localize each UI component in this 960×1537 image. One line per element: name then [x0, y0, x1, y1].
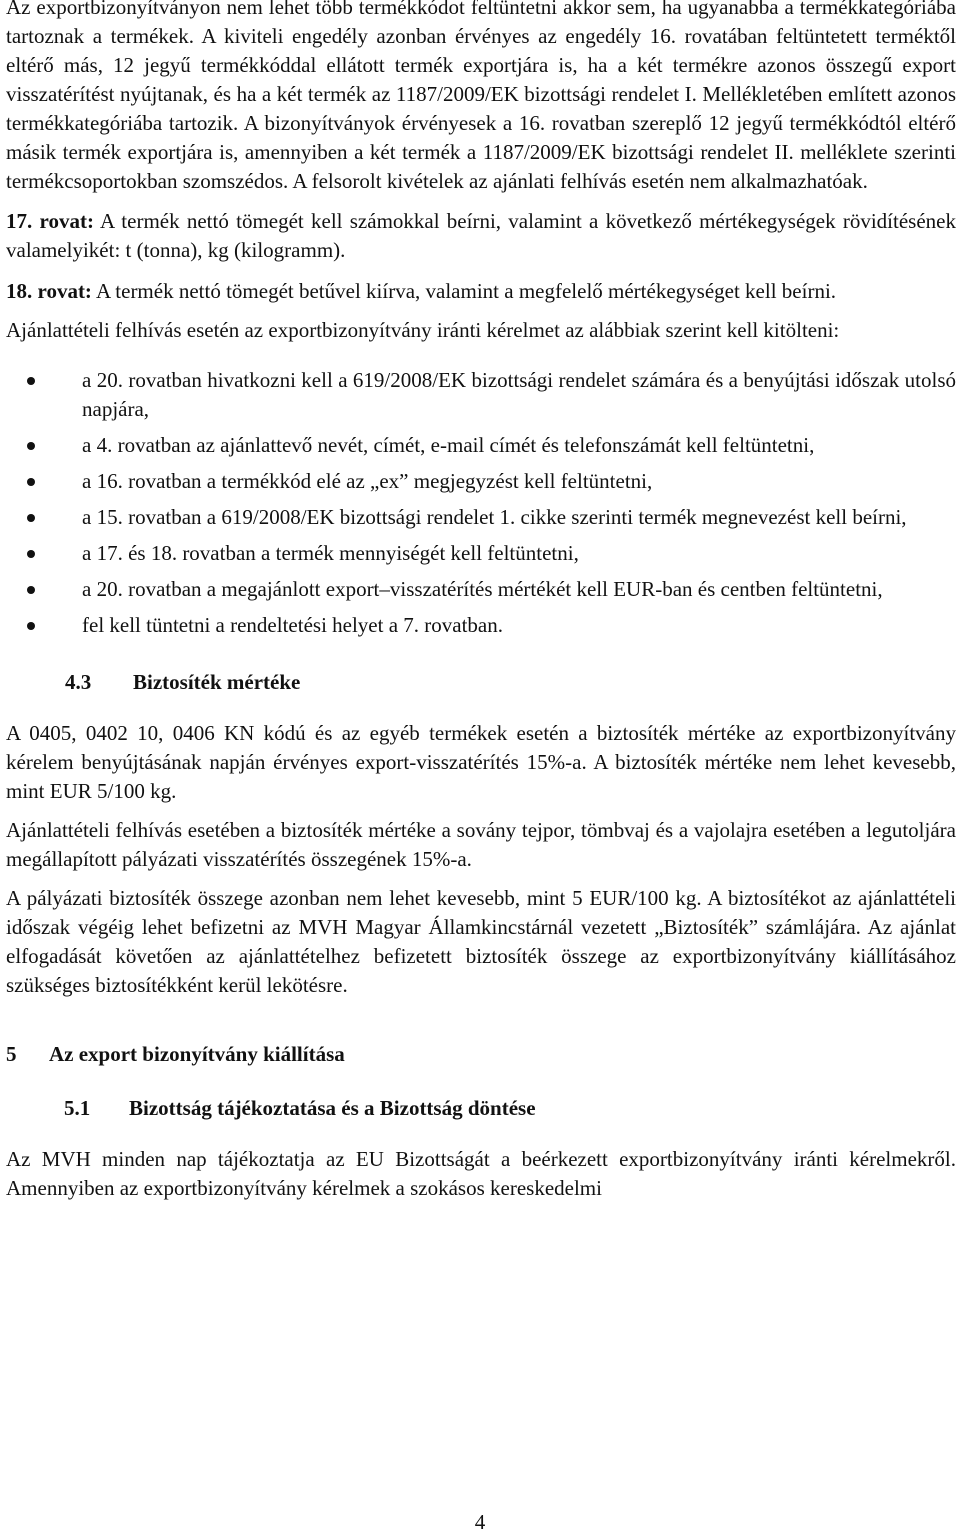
list-item: a 20. rovatban a megajánlott export–visszatérítés mértékét kell EUR-ban és centben feltüntetni, — [6, 575, 956, 604]
document-page — [6, 0, 956, 1203]
list-item: a 17. és 18. rovatban a termék mennyiségét kell feltüntetni, — [6, 539, 956, 568]
bullet-icon — [27, 377, 35, 385]
rovat-17-text: A termék nettó tömegét kell számokkal beírni, valamint a következő mértékegységek rövidítésének valamelyikét: t (tonna), kg (kilogramm). — [6, 209, 956, 262]
section-number: 5.1 — [64, 1096, 91, 1120]
list-item: a 20. rovatban hivatkozni kell a 619/2008/EK bizottsági rendelet számára és a benyújtási időszak utolsó napjára, — [6, 366, 956, 424]
list-item: a 4. rovatban az ajánlattevő nevét, címét, e-mail címét és telefonszámát kell feltüntetni, — [6, 431, 956, 460]
list-item: a 15. rovatban a 619/2008/EK bizottsági rendelet 1. cikke szerinti termék megnevezést kell beírni, — [6, 503, 956, 532]
biztositek-paragraph-3: A pályázati biztosíték összege azonban nem lehet kevesebb, mint 5 EUR/100 kg. A biztosítékot az ajánlattételi időszak végéig lehet befizetni az MVH Magyar Államkincstárnál vezetett „Biztosíték” számlájára. Az ajánlat elfogadását követően az ajánlattételhez befizetett biztosíték összege az exportbizonyítvány kiállításához szükséges biztosítékként kerül lekötésre. — [6, 886, 956, 997]
rovat-17-label: 17. rovat: — [6, 209, 94, 233]
biztositek-paragraph-2: Ajánlattételi felhívás esetében a biztosíték mértéke a sovány tejpor, tömbvaj és a vajolajra esetében a legutoljára megállapított pályázati visszatérítés összegének 15%-a. — [6, 818, 956, 871]
section-number: 4.3 — [65, 670, 92, 694]
section-4-3-heading — [6, 668, 956, 697]
bullet-icon — [27, 478, 35, 486]
ajanlat-intro-paragraph: Ajánlattételi felhívás esetén az exportbizonyítvány iránti kérelmet az alábbiak szerint kell kitölteni: — [6, 318, 840, 342]
bullet-icon — [27, 550, 35, 558]
rovat-18-label: 18. rovat: — [6, 279, 92, 303]
rovat-18-paragraph — [6, 277, 956, 306]
mvh-paragraph: Az MVH minden nap tájékoztatja az EU Bizottságát a beérkezett exportbizonyítvány iránti kérelmekről. Amennyiben az exportbizonyítvány kérelmek a szokásos kereskedelmi — [6, 1147, 956, 1200]
section-title: Az export bizonyítvány kiállítása — [49, 1042, 345, 1066]
rovat-18-text: A termék nettó tömegét betűvel kiírva, valamint a megfelelő mértékegységet kell beírni. — [91, 279, 837, 303]
section-title: Bizottság tájékoztatása és a Bizottság döntése — [129, 1096, 536, 1120]
bullet-icon — [27, 442, 35, 450]
section-number: 5 — [6, 1042, 17, 1066]
section-5-1-heading — [6, 1094, 956, 1123]
intro-paragraph: Az exportbizonyítványon nem lehet több termékkódot feltüntetni akkor sem, ha ugyanabba a termékkategóriába tartoznak a termékek. A kiviteli engedély azonban érvényes az engedély 16. rovatában feltüntetett terméktől eltérő más, 12 jegyű termékkóddal ellátott termék exportjára is, ha a két termékre azonos összegű export visszatérítést nyújtanak, és ha a két termék az 1187/2009/EK bizottsági rendelet I. Mellékletében említett azonos termékkategóriába tartozik. A bizonyítványok érvényesek a 16. rovatban szereplő 12 jegyű termékkódtól eltérő másik termék exportjára is, amennyiben a két termék a 1187/2009/EK bizottsági rendelet II. melléklete szerinti termékcsoportokban szomszédos. A felsorolt kivételek az ajánlati felhívás esetén nem alkalmazhatóak. — [6, 0, 956, 193]
bullet-icon — [27, 586, 35, 594]
rovat-17-paragraph — [6, 207, 956, 265]
page-number: 4 — [474, 1510, 486, 1534]
section-5-heading — [6, 1040, 956, 1069]
list-item: fel kell tüntetni a rendeltetési helyet a 7. rovatban. — [6, 611, 956, 640]
list-item: a 16. rovatban a termékkód elé az „ex” megjegyzést kell feltüntetni, — [6, 467, 956, 496]
bullet-icon — [27, 622, 35, 630]
section-title: Biztosíték mértéke — [133, 670, 301, 694]
instruction-list — [6, 366, 956, 640]
biztositek-paragraph-1: A 0405, 0402 10, 0406 KN kódú és az egyéb termékek esetén a biztosíték mértéke az exportbizonyítvány kérelem benyújtásának napján érvényes export-visszatérítés 15%-a. A biztosíték mértéke nem lehet kevesebb, mint EUR 5/100 kg. — [6, 721, 956, 803]
bullet-icon — [27, 514, 35, 522]
